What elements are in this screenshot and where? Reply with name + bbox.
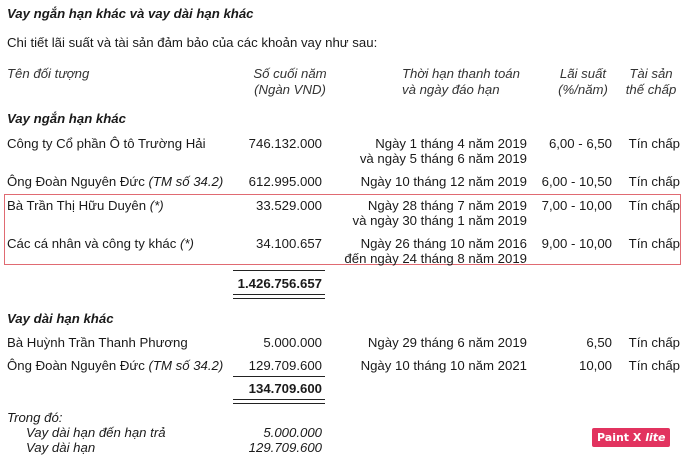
table-row-name: Bà Huỳnh Trần Thanh Phương	[7, 335, 188, 350]
subtotal-rule	[233, 376, 325, 377]
section-title: Vay ngắn hạn khác và vay dài hạn khác	[7, 6, 254, 21]
subtotal-rule	[233, 270, 325, 271]
table-row-name: Các cá nhân và công ty khác (*)	[7, 236, 194, 251]
breakdown-amount: 129.709.600	[248, 440, 322, 455]
table-row-amount: 33.529.000	[255, 198, 322, 213]
breakdown-label: Vay dài hạn đến hạn trả	[26, 425, 166, 440]
table-row-term: Ngày 26 tháng 10 năm 2016 đến ngày 24 tháng 8 năm 2019	[344, 236, 527, 266]
table-row-name: Ông Đoàn Nguyên Đức (TM số 34.2)	[7, 174, 224, 189]
table-row-name: Ông Đoàn Nguyên Đức (TM số 34.2)	[7, 358, 224, 373]
table-row-term: Ngày 10 tháng 10 năm 2021	[360, 358, 527, 373]
table-row-name: Công ty Cổ phần Ô tô Trường Hải	[7, 136, 206, 151]
table-row-rate: 10,00	[578, 358, 612, 373]
table-row-term: Ngày 1 tháng 4 năm 2019 và ngày 5 tháng 6 năm 2019	[359, 136, 527, 166]
table-row-term: Ngày 29 tháng 6 năm 2019	[367, 335, 527, 350]
table-row-rate: 6,00 - 10,50	[541, 174, 612, 189]
paintx-watermark-badge: Paint X lite	[592, 428, 670, 447]
total-double-rule	[233, 399, 325, 404]
header-term: Thời hạn thanh toán và ngày đáo hạn	[402, 66, 520, 97]
table-row-amount: 612.995.000	[248, 174, 322, 189]
table-row-asset: Tín chấp	[628, 236, 680, 251]
long-term-total: 134.709.600	[248, 381, 322, 396]
breakdown-heading: Trong đó:	[7, 410, 63, 425]
table-row-asset: Tín chấp	[628, 335, 680, 350]
intro-text: Chi tiết lãi suất và tài sản đảm bảo của các khoản vay như sau:	[7, 35, 378, 50]
table-row-rate: 9,00 - 10,00	[541, 236, 612, 251]
header-asset: Tài sản thế chấp	[625, 66, 677, 97]
table-row-rate: 6,00 - 6,50	[548, 136, 612, 151]
header-balance: Số cuối năm (Ngàn VND)	[253, 66, 327, 97]
table-row-asset: Tín chấp	[628, 358, 680, 373]
table-row-name: Bà Trần Thị Hữu Duyên (*)	[7, 198, 164, 213]
table-row-rate: 6,50	[586, 335, 612, 350]
total-double-rule	[233, 294, 325, 299]
long-term-heading: Vay dài hạn khác	[7, 311, 114, 326]
table-row-rate: 7,00 - 10,00	[541, 198, 612, 213]
table-row-asset: Tín chấp	[628, 198, 680, 213]
short-term-total: 1.426.756.657	[237, 276, 322, 291]
table-row-amount: 129.709.600	[248, 358, 322, 373]
table-row-asset: Tín chấp	[628, 136, 680, 151]
header-rate: Lãi suất (%/năm)	[558, 66, 608, 97]
breakdown-label: Vay dài hạn	[26, 440, 96, 455]
breakdown-amount: 5.000.000	[263, 425, 322, 440]
table-row-amount: 34.100.657	[255, 236, 322, 251]
table-row-amount: 746.132.000	[248, 136, 322, 151]
table-row-term: Ngày 28 tháng 7 năm 2019 và ngày 30 tháng 1 năm 2019	[352, 198, 527, 228]
table-row-amount: 5.000.000	[263, 335, 322, 350]
short-term-heading: Vay ngắn hạn khác	[7, 111, 126, 126]
table-row-asset: Tín chấp	[628, 174, 680, 189]
header-party: Tên đối tượng	[7, 66, 90, 81]
table-row-term: Ngày 10 tháng 12 năm 2019	[360, 174, 527, 189]
